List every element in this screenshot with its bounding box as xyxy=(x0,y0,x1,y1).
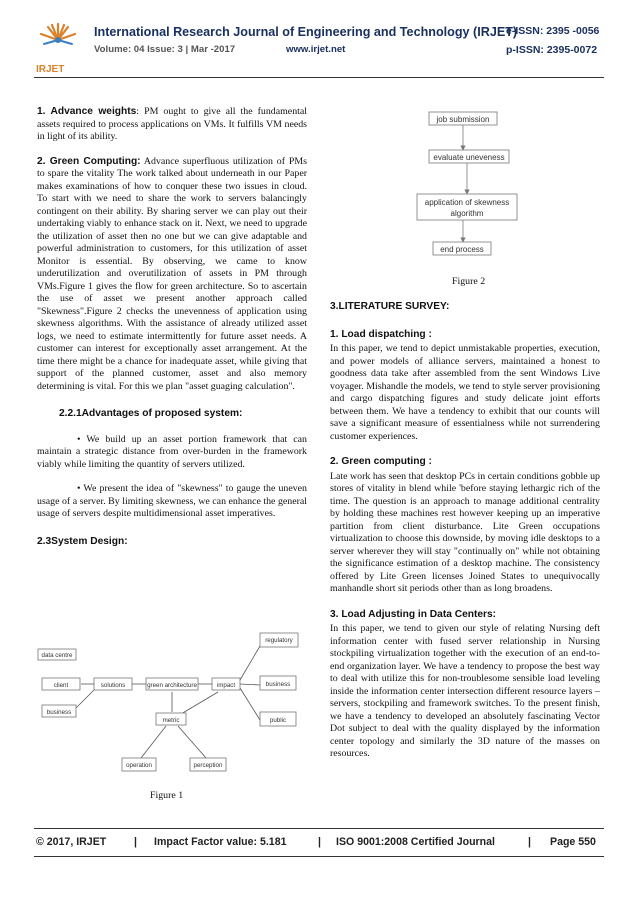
footer-separator-1: | xyxy=(134,836,137,848)
pissn: p-ISSN: 2395-0072 xyxy=(506,44,598,56)
logo-text: IRJET xyxy=(36,64,65,75)
algorithm-label: algorithm xyxy=(450,209,484,218)
website-link[interactable]: www.irjet.net xyxy=(286,44,346,55)
footer-copyright: © 2017, IRJET xyxy=(36,836,107,848)
figure-1-caption: Figure 1 xyxy=(150,790,184,801)
volume-issue: Volume: 04 Issue: 3 | Mar -2017 xyxy=(94,44,236,55)
irjet-logo-icon xyxy=(34,20,82,68)
public-label: public xyxy=(269,717,287,724)
load-adjusting-heading: 3. Load Adjusting in Data Centers: xyxy=(330,608,497,620)
job-submission-label: job submission xyxy=(436,115,490,124)
figure-2-caption: Figure 2 xyxy=(452,276,486,287)
header-divider xyxy=(34,77,604,78)
data-centre-label: data centre xyxy=(41,652,73,659)
advance-weights-text: : PM ought to give all the fundamental assets required to process applications on VMs. It fulfills VM needs in light of its ability. xyxy=(37,106,307,142)
journal-title: International Research Journal of Engineering and Technology (IRJET) xyxy=(94,25,518,39)
advantage-bullet-1: • We build up an asset portion framework that can maintain a strategic distance from over-burden in the framework viably while limiting the quantity of servers utilized. xyxy=(37,433,307,470)
left-column xyxy=(37,106,307,548)
figure-1 xyxy=(36,628,304,780)
advance-weights-heading: 1. Advance weights xyxy=(37,106,137,117)
end-process-label: end process xyxy=(440,245,484,254)
perception-label: perception xyxy=(193,762,223,769)
operation-label: operation xyxy=(126,762,152,769)
figure-2 xyxy=(413,106,525,264)
evaluate-uneveness-label: evaluate uneveness xyxy=(433,153,505,162)
metric-label: metric xyxy=(162,717,180,724)
green-architecture-label: green architecture xyxy=(147,682,197,689)
load-dispatching-heading: 1. Load dispatching : xyxy=(330,328,432,340)
advantage-bullet-2: • We present the idea of "skewness" to gauge the uneven usage of a server. By limiting skewness, we can enhance the general usage of servers despite multidimensional asset imperatives. xyxy=(37,483,307,519)
load-adjusting-text: In this paper, we tend to given our style of relating Nursing deft information center with fused server relationship in Nursing stockpiling virtualization together with the execution of an end-to-end organization layer. We have a tendency to propose the best way to deal with utilize this for non-troublesome sensible load leveling inside the information center intersection different resource layers – servers, stockpiling and framework switches. To the present finish, we have a tendency to developed an absolutely fascinating Vector Dot subject to deal with the quality displayed by the information center topology and similarly the 3D nature of the masses on resources. xyxy=(330,623,600,759)
footer-page-number: Page 550 xyxy=(550,836,596,848)
irjet-logo xyxy=(34,20,82,68)
footer-iso: ISO 9001:2008 Certified Journal xyxy=(336,836,495,848)
green-computing-survey-text: Late work has seen that desktop PCs in certain conditions gobble up stores of vitality in blend while 'before staying lethargic rich of the time. The question is an approach to manage additional centrality by holding these machines rest however keeping up an imperative partition from client disturbance. Lite Green occupations virtualization to choose this downside, by moving idle desktops to a server wherever they will stay "continually on" while not obtaining the significance estimation of a desktop machine. The consistency offered by Lite Green licenses Joined States to unequivocally manhandle short sit periods other than as long broadens. xyxy=(330,470,600,594)
figure-2-flowchart xyxy=(413,106,525,264)
application-skewness-label: application of skewness xyxy=(424,198,510,207)
business-right-label: business xyxy=(265,681,291,688)
footer-divider xyxy=(34,828,604,829)
footer-separator-2: | xyxy=(318,836,321,848)
regulatory-label: regulatory xyxy=(265,637,293,644)
footer-impact-factor: Impact Factor value: 5.181 xyxy=(154,836,287,848)
advance-weights-paragraph xyxy=(37,106,307,144)
green-computing-heading: 2. Green Computing: xyxy=(37,155,141,167)
green-computing-paragraph xyxy=(37,156,307,394)
system-design-heading: 2.3System Design: xyxy=(37,535,128,547)
figure-1-diagram xyxy=(36,628,304,780)
business-left-label: business xyxy=(46,709,72,716)
right-column xyxy=(330,301,600,761)
impact-label: impact xyxy=(216,682,236,689)
literature-survey-heading: 3.LITERATURE SURVEY: xyxy=(330,301,450,312)
client-label: client xyxy=(53,682,69,689)
footer-separator-3: | xyxy=(528,836,531,848)
load-dispatching-text: In this paper, we tend to depict unmistakable properties, execution, and power models of alliance servers, maintained a honest to goodness data take after assembled from the sent Windows Live voyager. Mishandle the models, we tend to style server provisioning and cargo dispatching figures and study delicate joint efforts between them. We have a tendency to exhibit that our counts will save a significant measure of essentialness while not surrendering customer experiences. xyxy=(330,343,600,442)
advantages-heading: 2.2.1Advantages of proposed system: xyxy=(59,408,243,419)
eissn: e-ISSN: 2395 -0056 xyxy=(506,25,600,37)
footer-bottom-divider xyxy=(34,856,604,857)
solutions-label: solutions xyxy=(100,682,126,689)
green-computing-survey-heading: 2. Green computing : xyxy=(330,456,432,467)
green-computing-text: Advance superfluous utilization of PMs to spare the vitality The work talked about underneath in our Paper makes examinations of how to conquer these two issues in cloud. To start with we need to share the work to servers balancingly contingent on their ability. By sharing server we can play out their undertaking viably to enhance stack on it. Next, we need to upgrade the utilization of asset then no one but we can give adaptable and powerful administration to customers, for this utilization of asset Monitor is essential. By observing, we came to know underutilization and overutilization of assets in PM through VMs.Figure 1 gives the flow for green architecture. So to ascertain the use of asset we present another approach called "Skewness".Figure 2 checks the unevenness of application using skewness algorithms. With the assistance of already utilized asset logs, we need to estimate intermittently for future asset needs. A customer can interest for exceptionally asset arrangement. At the time there might be a chance for inadequate asset, while giving that support of the planned customer, asset and also memory determining is vital. For this we plan "asset guaging calculation". xyxy=(37,155,307,392)
